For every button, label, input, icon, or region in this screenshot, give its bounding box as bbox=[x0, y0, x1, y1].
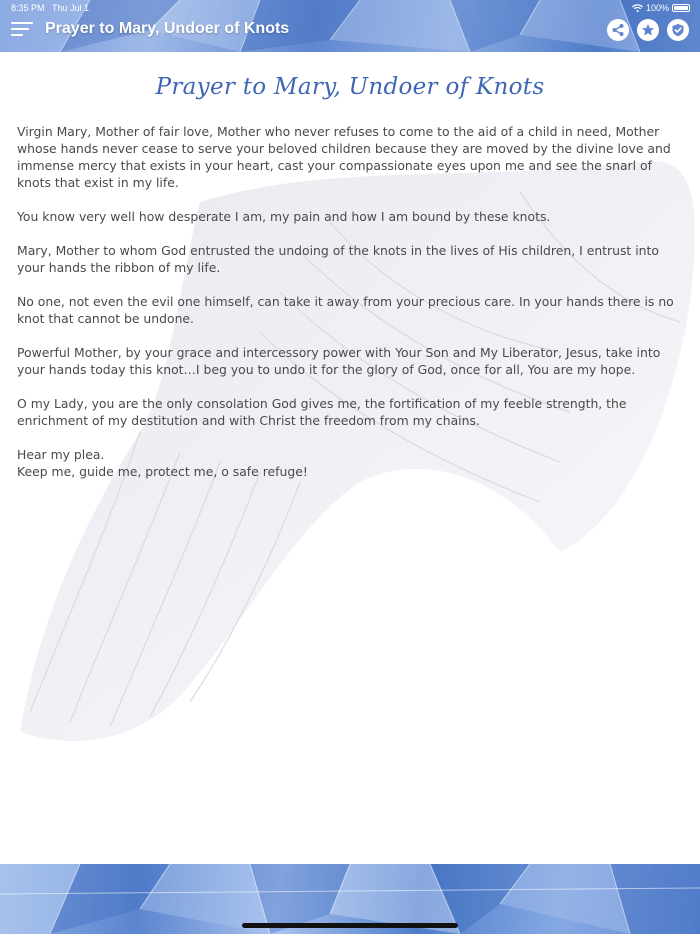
menu-button[interactable] bbox=[11, 22, 33, 38]
status-time: 8:35 PM bbox=[11, 3, 45, 13]
status-indicators bbox=[632, 3, 690, 13]
prayer-paragraph: Mary, Mother to whom God entrusted the undoing of the knots in the lives of His children, I entrust into your hands the ribbon of my life. bbox=[17, 243, 659, 275]
star-icon bbox=[641, 23, 655, 37]
prayer-text bbox=[17, 123, 683, 497]
prayer-paragraph: No one, not even the evil one himself, can take it away from your precious care. In your hands there is no knot that cannot be undone. bbox=[17, 294, 674, 326]
menu-icon-line bbox=[11, 28, 29, 30]
prayer-paragraph: You know very well how desperate I am, my pain and how I am bound by these knots. bbox=[17, 209, 551, 224]
check-shield-icon bbox=[671, 23, 685, 37]
verify-button[interactable] bbox=[667, 19, 689, 41]
battery-percent: 100% bbox=[645, 3, 669, 13]
share-button[interactable] bbox=[607, 19, 629, 41]
prayer-paragraph: Hear my plea. bbox=[17, 447, 105, 462]
status-bar bbox=[0, 0, 700, 16]
app-header bbox=[0, 0, 700, 52]
favorite-button[interactable] bbox=[637, 19, 659, 41]
share-icon bbox=[611, 23, 625, 37]
prayer-paragraph: Keep me, guide me, protect me, o safe refuge! bbox=[17, 464, 308, 479]
prayer-paragraph: O my Lady, you are the only consolation God gives me, the fortification of my feeble strength, the enrichment of my destitution and with Christ the freedom from my chains. bbox=[17, 396, 627, 428]
home-indicator[interactable] bbox=[242, 923, 458, 928]
prayer-paragraph: Virgin Mary, Mother of fair love, Mother who never refuses to come to the aid of a child in need, Mother whose hands never cease to serve your beloved children because they are moved by the divine love and immense mercy that exists in your heart, cast your compassionate eyes upon me and see the snarl of knots that exist in my life. bbox=[17, 124, 671, 190]
status-date: Thu Jul 1 bbox=[52, 3, 90, 13]
wifi-icon bbox=[632, 4, 643, 12]
menu-icon-line bbox=[11, 34, 23, 36]
header-title: Prayer to Mary, Undoer of Knots bbox=[45, 20, 290, 37]
prayer-paragraph: Powerful Mother, by your grace and intercessory power with Your Son and My Liberator, Jesus, take into your hands today this knot…I beg you to undo it for the glory of God, once for all, You are my hope. bbox=[17, 345, 661, 377]
prayer-title: Prayer to Mary, Undoer of Knots bbox=[155, 74, 545, 100]
battery-icon bbox=[672, 4, 690, 12]
menu-icon-line bbox=[11, 22, 33, 24]
prayer-content[interactable] bbox=[0, 52, 700, 864]
